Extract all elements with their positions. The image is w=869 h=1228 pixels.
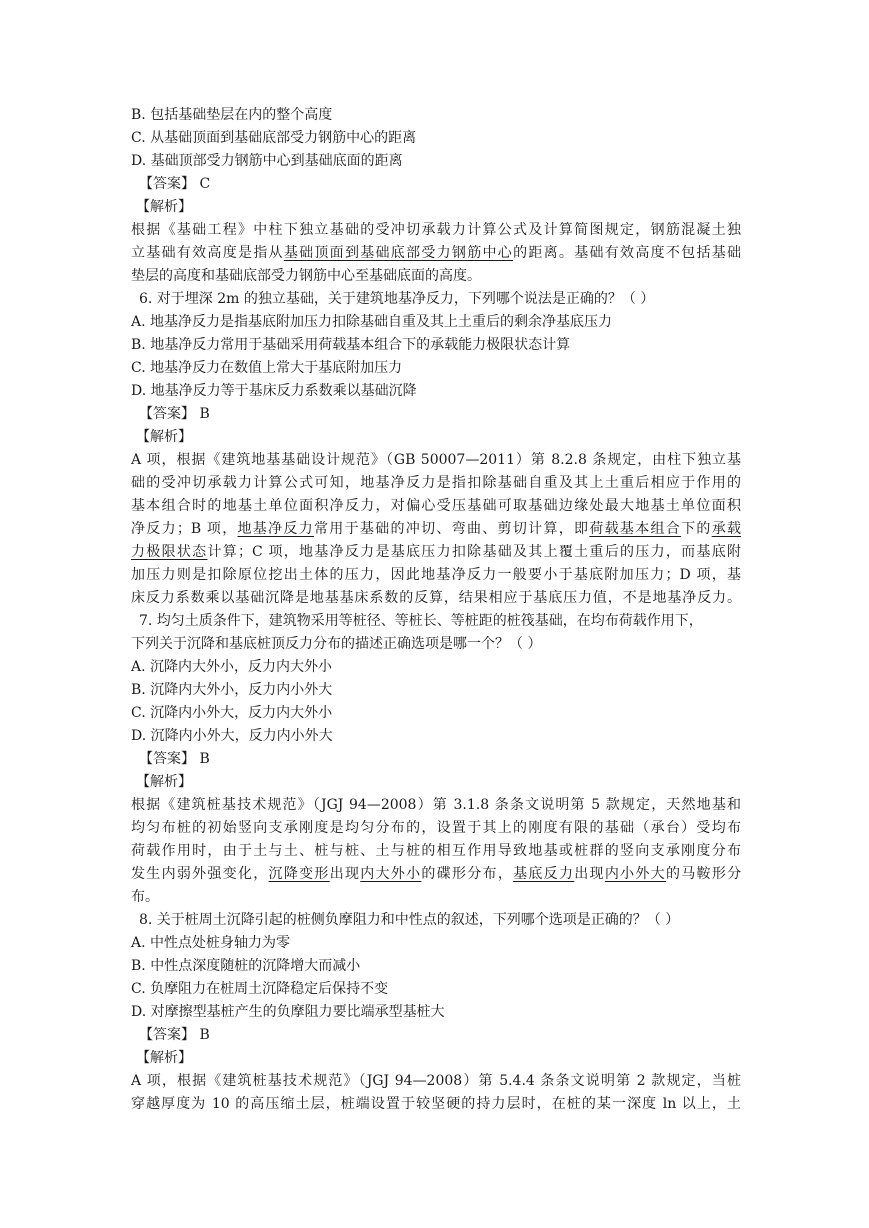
q7-stem: 7. 均匀土质条件下，建筑物采用等桩径、等桩长、等桩距的桩筏基础，在均布荷载作用下， <box>139 613 703 629</box>
q6-analysis-line <box>131 541 741 563</box>
q6-option-c: C. 地基净反力在数值上常大于基底附加压力 <box>131 360 403 376</box>
q7-option-c: C. 沉降内小外大，反力内大外小 <box>131 705 333 721</box>
q7-analysis-line: 荷载作用时，由于土与土、桩与桩、土与桩的相互作用导致地基或桩群的竖向支承刚度分布 <box>131 843 741 859</box>
q7-answer: 【答案】 B <box>139 751 210 767</box>
q6-analysis-line: 床反力系数乘以基础沉降是地基基床系数的反算，结果相应于基底压力值，不是地基净反力。 <box>131 590 741 606</box>
q8-option-d: D. 对摩擦型基桩产生的负摩阻力要比端承型基桩大 <box>131 1004 445 1020</box>
q8-option-c: C. 负摩阻力在桩周土沉降稳定后保持不变 <box>131 981 389 997</box>
q6-analysis-line: A 项，根据《建筑地基基础设计规范》（GB 50007—2011）第 8.2.8 条规定，由柱下独立基 <box>131 452 741 468</box>
text-run: 出现 <box>574 866 605 882</box>
q6-option-d: D. 地基净反力等于基床反力系数乘以基础沉降 <box>131 383 417 399</box>
q8-option-a: A. 中性点处桩身轴力为零 <box>131 935 291 951</box>
q5-answer: 【答案】 C <box>139 176 211 192</box>
underlined-term: 内小外大 <box>604 866 666 882</box>
text-run: 计算；C 项，地基净反力是基底压力扣除基础及其上覆土重后的压力，而基底附 <box>207 544 741 560</box>
text-run: 下的 <box>681 521 712 537</box>
q7-analysis-label: 【解析】 <box>136 774 192 790</box>
q6-analysis-line: 加压力则是扣除原位挖出土体的压力，因此地基净反力一般要小于基底附加压力；D 项，基 <box>131 567 741 583</box>
q5-option-d: D. 基础顶部受力钢筋中心到基础底面的距离 <box>131 153 403 169</box>
q7-analysis-line: 均匀布桩的初始竖向支承刚度是均匀分布的，设置于其上的刚度有限的基础（承台）受均布 <box>131 820 741 836</box>
q7-option-a: A. 沉降内大外小，反力内大外小 <box>131 659 333 675</box>
q6-option-b: B. 地基净反力常用于基础采用荷载基本组合下的承载能力极限状态计算 <box>131 337 571 353</box>
q7-stem: 下列关于沉降和基底桩顶反力分布的描述正确选项是哪一个？（ ） <box>131 636 542 652</box>
q7-analysis-line: 根据《建筑桩基技术规范》（JGJ 94—2008）第 3.1.8 条条文说明第 5 款规定，天然地基和 <box>131 797 741 813</box>
q5-analysis-label: 【解析】 <box>136 199 192 215</box>
q5-option-c: C. 从基础顶面到基础底部受力钢筋中心的距离 <box>131 130 417 146</box>
q8-option-b: B. 中性点深度随桩的沉降增大而减小 <box>131 958 361 974</box>
q6-analysis-line: 基本组合时的地基土单位面积净反力，对偏心受压基础可取基础边缘处最大地基土单位面积 <box>131 498 741 514</box>
q7-option-b: B. 沉降内大外小，反力内小外大 <box>131 682 333 698</box>
q8-analysis-line: A 项，根据《建筑桩基技术规范》（JGJ 94—2008）第 5.4.4 条条文说明第 2 款规定，当桩 <box>131 1073 741 1089</box>
text-run: 的距离。基础有效高度不包括基础 <box>513 245 741 261</box>
text-run: 的碟形分布， <box>421 866 514 882</box>
q5-analysis-line: 根据《基础工程》中柱下独立基础的受冲切承载力计算公式及计算简图规定，钢筋混凝土独 <box>131 222 741 238</box>
underlined-term: 荷载基本组合 <box>589 521 682 537</box>
q7-option-d: D. 沉降内小外大，反力内小外大 <box>131 728 333 744</box>
q8-stem: 8. 关于桩周土沉降引起的桩侧负摩阻力和中性点的叙述，下列哪个选项是正确的？（ ） <box>139 912 680 928</box>
q5-analysis-line: 垫层的高度和基础底部受力钢筋中心至基础底面的高度。 <box>131 268 481 284</box>
q6-stem: 6. 对于埋深 2m 的独立基础，关于建筑地基净反力，下列哪个说法是正确的？（ ） <box>139 291 655 307</box>
underlined-term: 内大外小 <box>360 866 422 882</box>
underlined-term: 基底反力 <box>513 866 575 882</box>
underlined-term: 沉降变形 <box>268 866 330 882</box>
text-run: 常用于基础的冲切、弯曲、剪切计算，即 <box>314 521 590 537</box>
underlined-term: 基础顶面到基础底部受力钢筋中心 <box>283 245 514 261</box>
q8-answer: 【答案】 B <box>139 1027 210 1043</box>
text-run: 立基础有效高度是指从 <box>131 245 284 261</box>
q6-answer: 【答案】 B <box>139 406 210 422</box>
q8-analysis-label: 【解析】 <box>136 1050 192 1066</box>
q5-analysis-line <box>131 242 741 264</box>
q6-analysis-line: 础的受冲切承载力计算公式可知，地基净反力是指扣除基础自重及其上土重后相应于作用的 <box>131 475 741 491</box>
q6-analysis-line <box>131 518 741 540</box>
q6-option-a: A. 地基净反力是指基底附加压力扣除基础自重及其上土重后的剩余净基底压力 <box>131 314 613 330</box>
q5-option-b: B. 包括基础垫层在内的整个高度 <box>131 107 333 123</box>
q7-analysis-line: 布。 <box>131 889 159 905</box>
underlined-term: 承载 <box>711 521 741 537</box>
underlined-term: 力极限状态 <box>131 544 208 560</box>
underlined-term: 地基净反力 <box>237 521 314 537</box>
text-run: 发生内弱外强变化， <box>131 866 269 882</box>
q6-analysis-label: 【解析】 <box>136 429 192 445</box>
text-run: 的马鞍形分 <box>665 866 741 882</box>
q7-analysis-line <box>131 863 741 885</box>
text-run: 出现 <box>329 866 361 882</box>
text-run: 净反力；B 项， <box>131 521 238 537</box>
q8-analysis-line: 穿越厚度为 10 的高压缩土层，桩端设置于较坚硬的持力层时，在桩的某一深度 ln 以上，土 <box>131 1096 741 1112</box>
